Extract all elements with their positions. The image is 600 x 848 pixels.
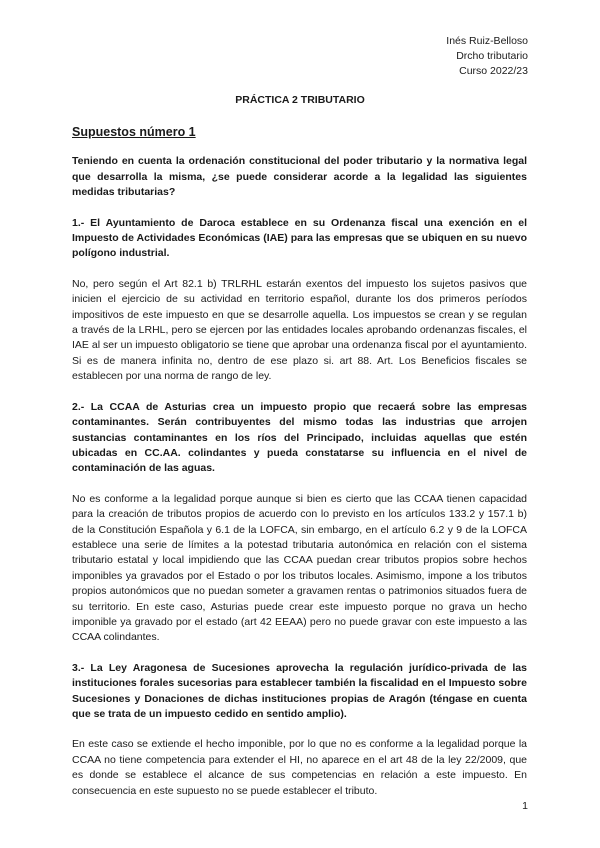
question-2: 2.- La CCAA de Asturias crea un impuesto propio que recaerá sobre las empresas contaminantes. Serán contribuyentes del mismo todas las industrias que arrojen sustancias contaminantes en los ríos del Principado, incluidas aquellas que estén ubicadas en CC.AA. colindantes y pueda constatarse su influencia en el nivel de contaminación de las aguas. bbox=[72, 400, 527, 475]
page-number: 1 bbox=[522, 800, 528, 812]
answer-3: En este caso se extiende el hecho imponible, por lo que no es conforme a la legalidad porque la CCAA no tiene competencia para extender el HI, no aparece en el art 48 de la ley 22/2009, que es donde se establece el alcance de sus competencias en relación a este impuesto. En consecuencia en este supuesto no se puede establecer el tributo. bbox=[72, 738, 527, 797]
section-subtitle: Supuestos número 1 bbox=[72, 125, 196, 139]
academic-year: Curso 2022/23 bbox=[459, 65, 528, 77]
intro-question: Teniendo en cuenta la ordenación constitucional del poder tributario y la normativa legal que desarrolla la misma, ¿se puede considerar acorde a la legalidad las siguientes medidas tributarias? bbox=[72, 155, 527, 199]
answer-2: No es conforme a la legalidad porque aunque si bien es cierto que las CCAA tienen capacidad para la creación de tributos propios de acuerdo con lo previsto en los artículos 133.2 y 157.1 b) de la Constitución Española y 6.1 de la LOFCA, sin embargo, en el artículo 6.2 y 9 de la LOFCA establece una serie de límites a la potestad tributaria autonómica en relación con el sistema tributario estatal y local impidiendo que las CCAA puedan crear tributos propios sobre hechos imponibles ya gravados por el Estado o por los tributos locales. Asimismo, impone a los tributos propios autonómicos que no puedan someter a gravamen rentas o patrimonios situados fuera de su territorio. En este caso, Asturias puede crear este impuesto porque no grava un hecho imponible ya gravado por el estado (art 42 EEAA) pero no puede gravar con este impuesto a las CCAA colindantes. bbox=[72, 492, 527, 644]
document-body bbox=[72, 125, 527, 814]
course-name: Drcho tributario bbox=[456, 50, 528, 62]
author-name: Inés Ruiz-Belloso bbox=[446, 35, 528, 47]
document-header bbox=[446, 34, 528, 79]
page-title: PRÁCTICA 2 TRIBUTARIO bbox=[235, 94, 365, 106]
answer-1: No, pero según el Art 82.1 b) TRLRHL estarán exentos del impuesto los sujetos pasivos que inicien el ejercicio de su actividad en territorio español, durante los dos primeros períodos impositivos de este impuesto en que se desarrolle aquella. Los impuestos se crean y se regulan a través de la LRHL, pero se ejercen por las entidades locales aprobando ordenanzas fiscales, el IAE al ser un impuesto obligatorio se tiene que aprobar una ordenanza fiscal por el ayuntamiento. Si es de manera infinita no, dentro de ese plazo si. art 88. Art. Los Beneficios fiscales se establecen por una norma de rango de ley. bbox=[72, 277, 527, 383]
question-3: 3.- La Ley Aragonesa de Sucesiones aprovecha la regulación jurídico-privada de las instituciones forales sucesorias para establecer también la fiscalidad en el Impuesto sobre Sucesiones y Donaciones de dichas instituciones propias de Aragón (téngase en cuenta que se trata de un impuesto cedido en sentido amplio). bbox=[72, 661, 527, 720]
question-1: 1.- El Ayuntamiento de Daroca establece en su Ordenanza fiscal una exención en el Impuesto de Actividades Económicas (IAE) para las empresas que se ubiquen en su nuevo polígono industrial. bbox=[72, 216, 527, 260]
